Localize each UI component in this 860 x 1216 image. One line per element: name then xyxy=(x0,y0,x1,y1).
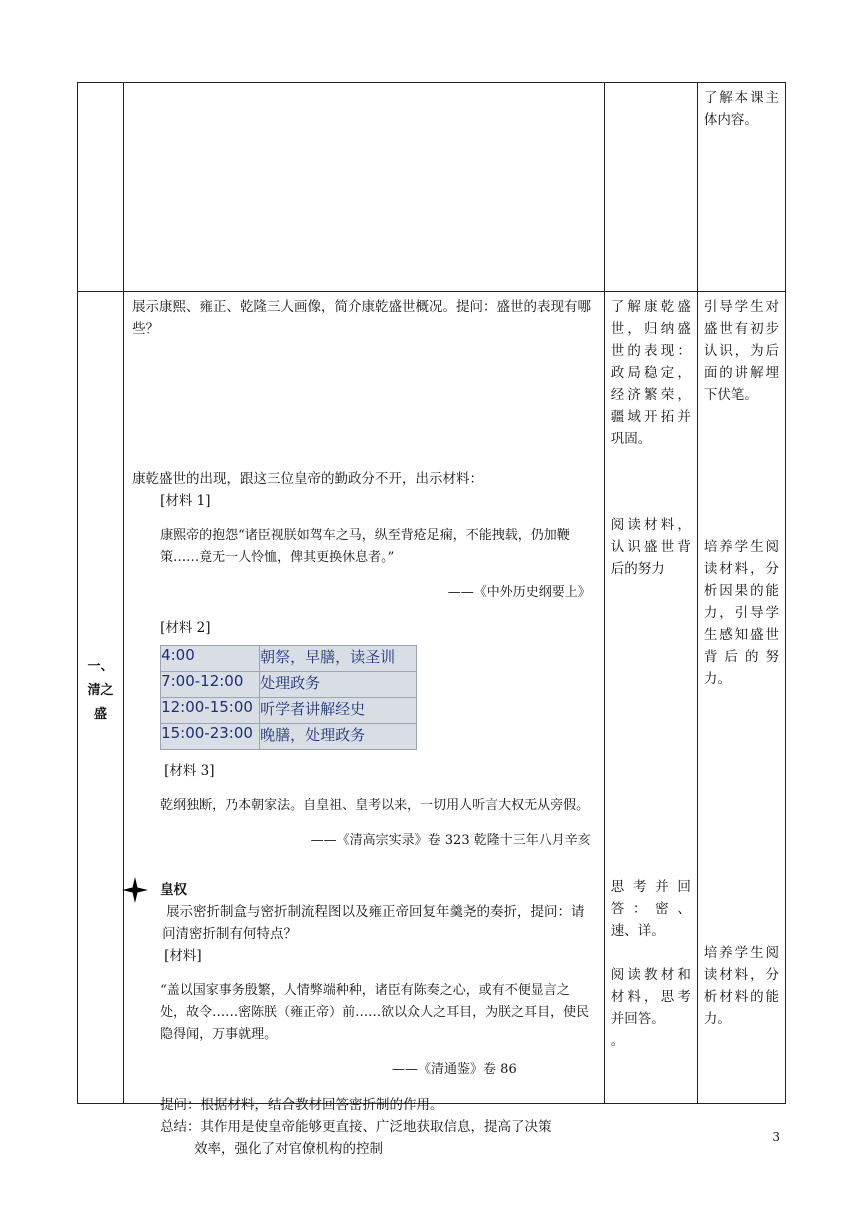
stage-label: 一、 清之 盛 xyxy=(87,659,114,722)
summary-line-1: 总结：其作用是使皇帝能够更直接、广泛地获取信息，提高了决策 xyxy=(160,1119,552,1135)
student-activity-b: 阅读材料，认识盛世背后的努力 xyxy=(610,517,691,577)
design-intent-cell xyxy=(697,292,785,1104)
schedule-table xyxy=(160,645,417,750)
material-4-source: ——《清通鉴》卷 86 xyxy=(392,1062,517,1077)
design-intent-c: 培养学生阅读材料，分析材料的能力。 xyxy=(703,945,779,1027)
stage-cell xyxy=(78,292,124,1104)
design-intent-a: 引导学生对盛世有初步认识，为后面的讲解埋下伏笔。 xyxy=(703,299,779,403)
intro-text: 展示康熙、雍正、乾隆三人画像，简介康乾盛世概况。提问：盛世的表现有哪些？ xyxy=(132,299,592,337)
material-1-text: 康熙帝的抱怨“诸臣视朕如驾车之马，纵至背疮足痫，不能拽载，仍加鞭策……竟无一人怜恤，俾其更换休息者。” xyxy=(160,528,570,565)
student-activity-cell xyxy=(604,292,697,1104)
teacher-activity-cell xyxy=(124,292,605,1157)
design-intent-text: 了解本课主体内容。 xyxy=(703,90,779,128)
material-4-label: [材料] xyxy=(164,948,202,964)
transition-text: 康乾盛世的出现，跟这三位皇帝的勤政分不开，出示材料： xyxy=(132,471,484,487)
question-text: 提问：根据材料，结合教材回答密折制的作用。 xyxy=(160,1097,444,1113)
schedule-row: 7:00-12:00 处理政务 xyxy=(161,672,417,698)
stage-cell xyxy=(78,83,124,292)
material-4-text: “盖以国家事务殷繁，人情弊端种种，诸臣有陈奏之心，或有不便显言之处，故令……密陈朕（雍正帝）前……欲以众人之耳目，为朕之耳目，使民隐得闻，万事就理。 xyxy=(160,983,590,1042)
material-1-label: [材料 1] xyxy=(160,493,211,509)
section-intro: 展示密折制盒与密折制流程图以及雍正帝回复年羹尧的奏折，提问：请问清密折制有何特点？ xyxy=(162,904,585,942)
schedule-row: 4:00 朝祭，早膳，读圣训 xyxy=(161,646,417,672)
schedule-row: 12:00-15:00 听学者讲解经史 xyxy=(161,698,417,724)
section-heading: 皇权 xyxy=(132,879,597,901)
page-number: 3 xyxy=(772,1130,780,1144)
design-intent-b: 培养学生阅读材料，分析因果的能力，引导学生感知盛世背后的努力。 xyxy=(703,539,779,687)
student-activity-cell xyxy=(604,83,697,292)
schedule-row: 15:00-23:00 晚膳，处理政务 xyxy=(161,724,417,750)
lesson-plan-table xyxy=(77,82,786,1157)
material-3-source: ——《清高宗实录》卷 323 乾隆十三年八月辛亥 xyxy=(310,833,591,848)
material-2-label: [材料 2] xyxy=(160,620,211,636)
table-row xyxy=(78,292,786,1104)
table-row xyxy=(78,83,786,292)
student-activity-d: 阅读教材和材料，思考并回答。 xyxy=(610,967,691,1027)
student-activity-c: 思考并回答：密、速、详。 xyxy=(610,879,691,939)
material-3-text: 乾纲独断，乃本朝家法。自皇祖、皇考以来，一切用人听言大权无从旁假。 xyxy=(160,798,590,813)
student-activity-a: 了解康乾盛世，归纳盛世的表现：政局稳定，经济繁荣，疆域开拓并巩固。 xyxy=(610,299,691,447)
design-intent-cell xyxy=(697,83,785,292)
four-point-star-icon xyxy=(122,877,148,903)
material-1-source: ——《中外历史纲要上》 xyxy=(447,585,591,600)
material-3-label: [材料 3] xyxy=(164,763,215,779)
student-activity-e: 。 xyxy=(610,1033,625,1049)
summary-line-2: 效率，强化了对官僚机构的控制 xyxy=(194,1141,384,1157)
teacher-activity-cell xyxy=(124,83,605,292)
